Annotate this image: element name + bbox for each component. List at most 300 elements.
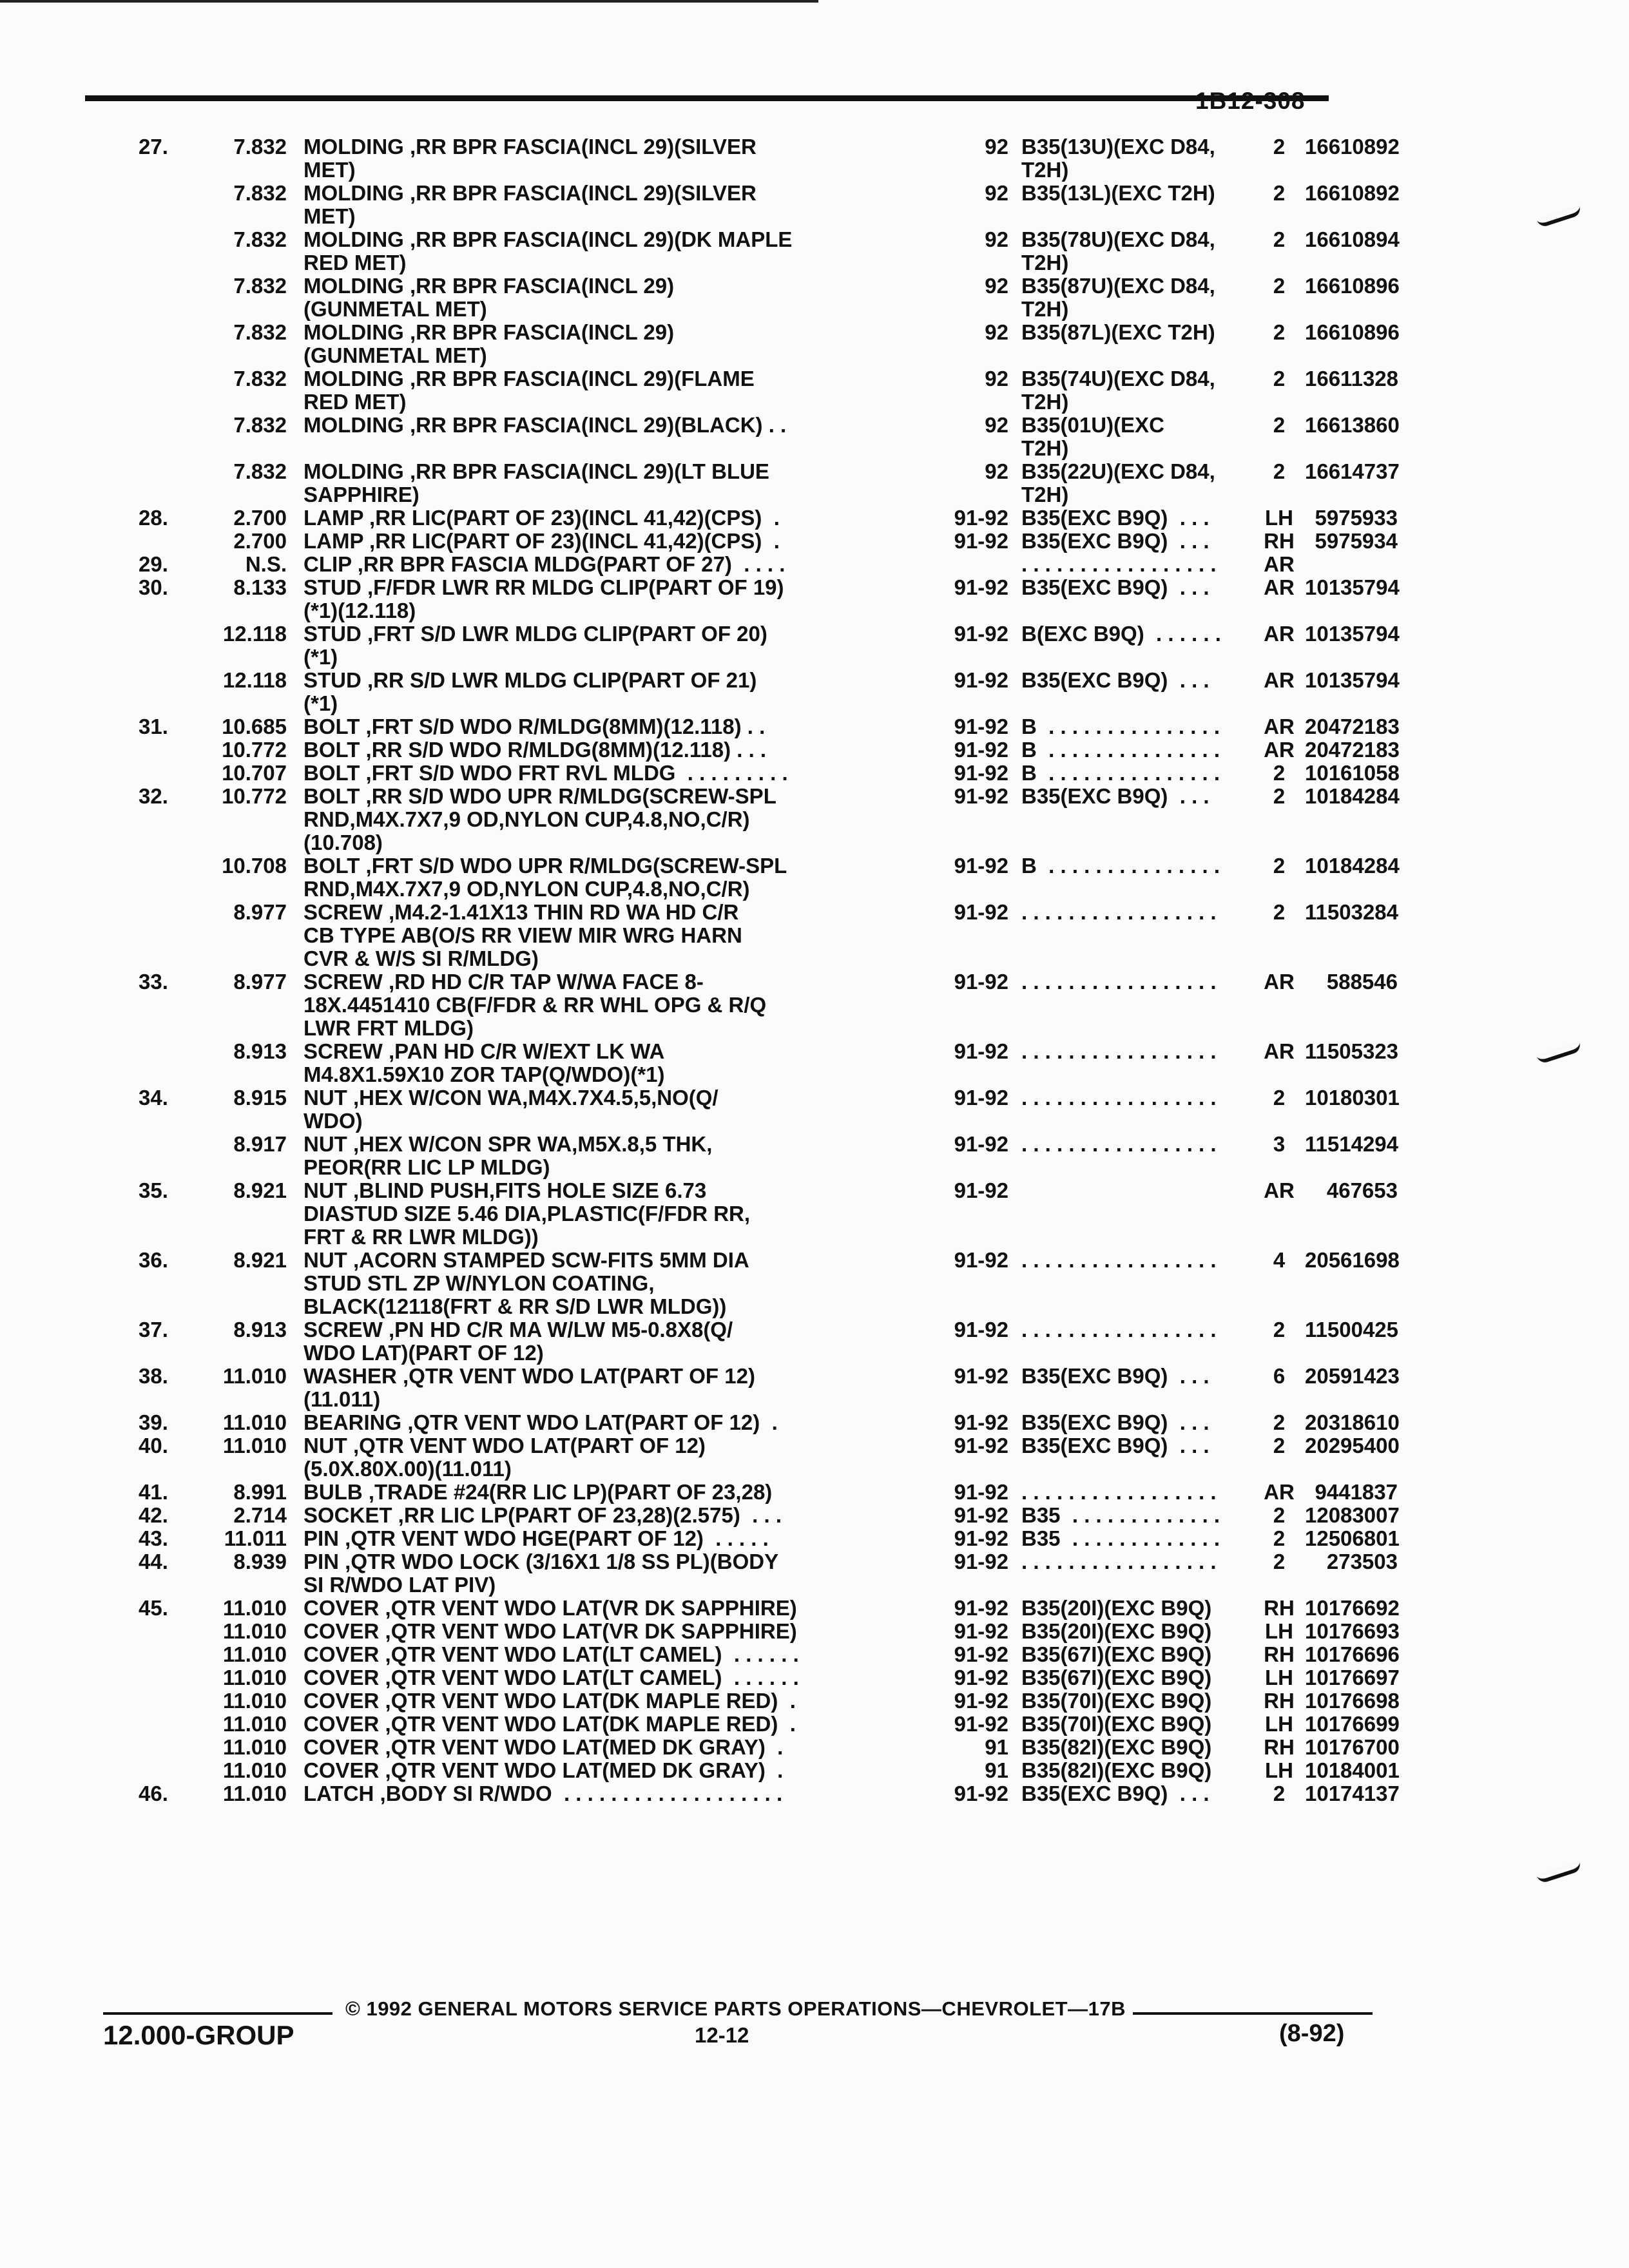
part-number: 20472183	[1305, 715, 1400, 738]
group-number: 7.832	[233, 228, 287, 251]
quantity: 2	[1273, 1527, 1286, 1550]
item-number: 36.	[139, 1249, 168, 1272]
description: MOLDING ,RR BPR FASCIA(INCL 29)(SILVER MET)	[304, 182, 757, 228]
model-usage: . . . . . . . . . . . . . . . . .	[1021, 1086, 1217, 1110]
quantity: 2	[1273, 1411, 1286, 1434]
quantity: 2	[1273, 762, 1286, 785]
group-number: 8.977	[233, 901, 287, 924]
model-years: 91-92	[954, 1550, 1008, 1573]
model-usage: B35(70I)(EXC B9Q)	[1021, 1713, 1212, 1736]
part-number: 11514294	[1305, 1133, 1399, 1156]
quantity: RH	[1264, 1689, 1295, 1713]
scan-mark	[1537, 206, 1583, 229]
item-number: 37.	[139, 1318, 168, 1341]
item-number	[113, 367, 171, 414]
part-number: 10176699	[1305, 1713, 1400, 1736]
quantity: AR	[1264, 1481, 1295, 1504]
description: MOLDING ,RR BPR FASCIA(INCL 29)(BLACK) . .	[304, 414, 787, 437]
group-number: 11.010	[222, 1713, 287, 1736]
group-number: 11.010	[222, 1434, 287, 1457]
model-years: 91-92	[954, 576, 1008, 599]
model-years: 91-92	[954, 1249, 1008, 1272]
description: COVER ,QTR VENT WDO LAT(VR DK SAPPHIRE)	[304, 1597, 797, 1620]
item-number: 38.	[139, 1365, 168, 1388]
table-row	[113, 414, 1402, 460]
model-usage: B35(13U)(EXC D84, T2H)	[1021, 135, 1215, 182]
model-usage: B35(87L)(EXC T2H)	[1021, 321, 1215, 344]
part-number: 467653	[1326, 1179, 1398, 1202]
quantity: LH	[1265, 1759, 1293, 1782]
model-usage: B35(13L)(EXC T2H)	[1021, 182, 1215, 205]
table-row	[113, 622, 1402, 669]
item-number: 27.	[139, 135, 168, 159]
table-row	[113, 854, 1402, 901]
table-row	[113, 1643, 1402, 1666]
revision-date: (8-92)	[1279, 2020, 1345, 2047]
table-row	[113, 274, 1402, 321]
model-years: 92	[985, 321, 1008, 344]
model-usage: . . . . . . . . . . . . . . . . .	[1021, 970, 1217, 994]
item-number: 30.	[139, 576, 168, 599]
group-number: N.S.	[245, 553, 287, 576]
description: SCREW ,PAN HD C/R W/EXT LK WA M4.8X1.59X10 ZOR TAP(Q/WDO)(*1)	[304, 1040, 665, 1086]
quantity: 2	[1273, 460, 1286, 483]
table-row	[113, 367, 1402, 414]
table-row	[113, 506, 1402, 530]
model-usage: B35(78U)(EXC D84, T2H)	[1021, 228, 1215, 274]
description: NUT ,HEX W/CON WA,M4X.7X4.5,5,NO(Q/ WDO)	[304, 1086, 718, 1133]
description: COVER ,QTR VENT WDO LAT(MED DK GRAY) .	[304, 1736, 784, 1759]
item-number	[113, 1666, 171, 1689]
table-row	[113, 1666, 1402, 1689]
model-usage: . . . . . . . . . . . . . . . . .	[1021, 1249, 1217, 1272]
item-number	[113, 1713, 171, 1736]
item-number	[113, 1643, 171, 1666]
part-number: 16610892	[1305, 182, 1400, 205]
description: NUT ,BLIND PUSH,FITS HOLE SIZE 6.73 DIASTUD SIZE 5.46 DIA,PLASTIC(F/FDR RR, FRT & RR LWR MLDG))	[304, 1179, 751, 1249]
model-usage: B35(20I)(EXC B9Q)	[1021, 1597, 1212, 1620]
model-years: 91-92	[954, 1040, 1008, 1063]
table-row	[113, 228, 1402, 274]
footer-rule-right	[1133, 2012, 1373, 2015]
group-number: 11.010	[222, 1759, 287, 1782]
quantity: 2	[1273, 1550, 1286, 1573]
part-number: 20591423	[1305, 1365, 1400, 1388]
model-usage: B35(EXC B9Q) . . .	[1021, 1365, 1210, 1388]
group-number: 10.772	[222, 738, 287, 762]
group-number: 12.118	[222, 622, 287, 646]
part-number: 10176698	[1305, 1689, 1400, 1713]
part-number: 10135794	[1305, 622, 1400, 646]
item-number	[113, 530, 171, 553]
table-row	[113, 1504, 1402, 1527]
model-usage: B35(EXC B9Q) . . .	[1021, 506, 1210, 530]
model-years: 91-92	[954, 1179, 1008, 1202]
model-years: 91-92	[954, 1365, 1008, 1388]
table-row	[113, 669, 1402, 715]
item-number: 45.	[139, 1597, 168, 1620]
part-number: 20561698	[1305, 1249, 1400, 1272]
quantity: 2	[1273, 901, 1286, 924]
model-years: 92	[985, 460, 1008, 483]
description: COVER ,QTR VENT WDO LAT(LT CAMEL) . . . . . .	[304, 1643, 799, 1666]
table-row	[113, 1179, 1402, 1249]
quantity: AR	[1264, 1179, 1295, 1202]
group-number: 11.010	[222, 1666, 287, 1689]
group-number: 8.939	[233, 1550, 287, 1573]
model-years: 91-92	[954, 970, 1008, 994]
header-rule	[85, 95, 1329, 101]
model-usage: B35(82I)(EXC B9Q)	[1021, 1759, 1212, 1782]
copyright-notice: © 1992 GENERAL MOTORS SERVICE PARTS OPERATIONS—CHEVROLET—17B	[345, 1997, 1126, 2020]
table-row	[113, 182, 1402, 228]
item-number: 31.	[139, 715, 168, 738]
table-row	[113, 553, 1402, 576]
table-row	[113, 715, 1402, 738]
description: CLIP ,RR BPR FASCIA MLDG(PART OF 27) . . . .	[304, 553, 786, 576]
group-number: 8.913	[233, 1040, 287, 1063]
model-usage: B35(EXC B9Q) . . .	[1021, 785, 1210, 808]
group-number: 7.832	[233, 460, 287, 483]
table-row	[113, 1318, 1402, 1365]
group-number: 11.010	[222, 1782, 287, 1805]
quantity: 2	[1273, 367, 1286, 390]
quantity: LH	[1265, 506, 1293, 530]
quantity: 2	[1273, 228, 1286, 251]
part-number: 16610896	[1305, 321, 1400, 344]
table-row	[113, 738, 1402, 762]
model-usage: . . . . . . . . . . . . . . . . .	[1021, 1133, 1217, 1156]
table-row	[113, 762, 1402, 785]
quantity: RH	[1264, 530, 1295, 553]
part-number: 20295400	[1305, 1434, 1400, 1457]
model-usage: B35(22U)(EXC D84, T2H)	[1021, 460, 1215, 506]
part-number: 16610894	[1305, 228, 1400, 251]
parts-table-body	[113, 135, 1402, 1805]
group-number: 11.010	[222, 1689, 287, 1713]
model-usage: B35(EXC B9Q) . . .	[1021, 1411, 1210, 1434]
item-number: 41.	[139, 1481, 168, 1504]
description: PIN ,QTR VENT WDO HGE(PART OF 12) . . . . .	[304, 1527, 769, 1550]
quantity: 2	[1273, 785, 1286, 808]
part-number: 588546	[1326, 970, 1398, 994]
part-number: 10176693	[1305, 1620, 1400, 1643]
description: BOLT ,FRT S/D WDO R/MLDG(8MM)(12.118) . .	[304, 715, 766, 738]
item-number	[113, 460, 171, 506]
item-number: 34.	[139, 1086, 168, 1110]
item-number: 43.	[139, 1527, 168, 1550]
group-number: 8.917	[233, 1133, 287, 1156]
description: MOLDING ,RR BPR FASCIA(INCL 29) (GUNMETAL MET)	[304, 274, 675, 321]
model-years: 91-92	[954, 1086, 1008, 1110]
model-years: 92	[985, 274, 1008, 298]
quantity: AR	[1264, 553, 1295, 576]
item-number	[113, 228, 171, 274]
part-number: 273503	[1326, 1550, 1398, 1573]
model-years: 91-92	[954, 1666, 1008, 1689]
part-number: 5975933	[1315, 506, 1398, 530]
model-usage: B35(EXC B9Q) . . .	[1021, 1434, 1210, 1457]
part-number: 10176700	[1305, 1736, 1400, 1759]
description: COVER ,QTR VENT WDO LAT(LT CAMEL) . . . . . .	[304, 1666, 799, 1689]
part-number: 11503284	[1305, 901, 1399, 924]
table-row	[113, 135, 1402, 182]
group-number: 2.714	[233, 1504, 287, 1527]
part-number: 12083007	[1305, 1504, 1400, 1527]
part-number: 10174137	[1305, 1782, 1400, 1805]
part-number: 9441837	[1315, 1481, 1398, 1504]
model-usage: B35(01U)(EXC T2H)	[1021, 414, 1164, 460]
description: COVER ,QTR VENT WDO LAT(VR DK SAPPHIRE)	[304, 1620, 797, 1643]
model-usage: B35(67I)(EXC B9Q)	[1021, 1666, 1212, 1689]
table-row	[113, 1550, 1402, 1597]
model-years: 91-92	[954, 669, 1008, 692]
part-number: 10161058	[1305, 762, 1400, 785]
model-years: 91-92	[954, 1133, 1008, 1156]
part-number: 10135794	[1305, 669, 1400, 692]
group-number: 7.832	[233, 135, 287, 159]
description: NUT ,QTR VENT WDO LAT(PART OF 12) (5.0X.80X.00)(11.011)	[304, 1434, 706, 1481]
model-years: 91-92	[954, 530, 1008, 553]
table-row	[113, 1689, 1402, 1713]
model-years: 92	[985, 414, 1008, 437]
model-years: 91-92	[954, 1620, 1008, 1643]
item-number: 40.	[139, 1434, 168, 1457]
description: MOLDING ,RR BPR FASCIA(INCL 29) (GUNMETAL MET)	[304, 321, 675, 367]
model-usage: B35(87U)(EXC D84, T2H)	[1021, 274, 1215, 321]
model-years: 92	[985, 135, 1008, 159]
table-row	[113, 1434, 1402, 1481]
model-usage: . . . . . . . . . . . . . . . . .	[1021, 553, 1217, 576]
group-number: 7.832	[233, 321, 287, 344]
part-number: 10176692	[1305, 1597, 1400, 1620]
table-row	[113, 1249, 1402, 1318]
item-number: 32.	[139, 785, 168, 808]
table-row	[113, 1411, 1402, 1434]
description: MOLDING ,RR BPR FASCIA(INCL 29)(LT BLUE SAPPHIRE)	[304, 460, 769, 506]
group-number: 8.913	[233, 1318, 287, 1341]
item-number	[113, 762, 171, 785]
group-number: 11.010	[222, 1411, 287, 1434]
part-number: 10135794	[1305, 576, 1400, 599]
table-row	[113, 785, 1402, 854]
table-row	[113, 901, 1402, 970]
description: BOLT ,FRT S/D WDO UPR R/MLDG(SCREW-SPL RND,M4X.7X7,9 OD,NYLON CUP,4.8,NO,C/R)	[304, 854, 787, 901]
model-years: 91-92	[954, 506, 1008, 530]
page-number: 12-12	[695, 2023, 749, 2047]
group-number: 8.977	[233, 970, 287, 994]
part-number: 20472183	[1305, 738, 1400, 762]
table-row	[113, 1133, 1402, 1179]
description: BOLT ,RR S/D WDO R/MLDG(8MM)(12.118) . . .	[304, 738, 767, 762]
page-code: 1B12-308	[1195, 88, 1306, 114]
quantity: 2	[1273, 854, 1286, 878]
group-number: 10.685	[222, 715, 287, 738]
model-years: 91-92	[954, 715, 1008, 738]
model-usage: B35(67I)(EXC B9Q)	[1021, 1643, 1212, 1666]
quantity: 4	[1273, 1249, 1286, 1272]
quantity: 2	[1273, 414, 1286, 437]
group-number: 2.700	[233, 530, 287, 553]
model-usage: B35(74U)(EXC D84, T2H)	[1021, 367, 1215, 414]
model-usage: . . . . . . . . . . . . . . . . .	[1021, 1318, 1217, 1341]
part-number: 20318610	[1305, 1411, 1400, 1434]
table-row	[113, 1713, 1402, 1736]
model-years: 91-92	[954, 738, 1008, 762]
item-number	[113, 901, 171, 970]
model-years: 91-92	[954, 622, 1008, 646]
model-usage: B . . . . . . . . . . . . . . .	[1021, 715, 1220, 738]
model-usage: B35(EXC B9Q) . . .	[1021, 1782, 1210, 1805]
description: NUT ,HEX W/CON SPR WA,M5X.8,5 THK, PEOR(RR LIC LP MLDG)	[304, 1133, 713, 1179]
part-number	[1305, 553, 1402, 576]
description: SCREW ,M4.2-1.41X13 THIN RD WA HD C/R CB TYPE AB(O/S RR VIEW MIR WRG HARN CVR & W/S SI R/MLDG)	[304, 901, 742, 970]
part-number: 10176697	[1305, 1666, 1400, 1689]
model-usage: . . . . . . . . . . . . . . . . .	[1021, 1481, 1217, 1504]
table-row	[113, 1481, 1402, 1504]
description: NUT ,ACORN STAMPED SCW-FITS 5MM DIA STUD STL ZP W/NYLON COATING, BLACK(12118(FRT & RR S/D LWR MLDG))	[304, 1249, 749, 1318]
quantity: 3	[1273, 1133, 1286, 1156]
item-number	[113, 1620, 171, 1643]
description: COVER ,QTR VENT WDO LAT(MED DK GRAY) .	[304, 1759, 784, 1782]
quantity: LH	[1265, 1666, 1293, 1689]
model-years: 91	[985, 1759, 1008, 1782]
part-number: 10180301	[1305, 1086, 1400, 1110]
model-usage: B35(EXC B9Q) . . .	[1021, 669, 1210, 692]
model-years: 91	[985, 1736, 1008, 1759]
group-number: 7.832	[233, 182, 287, 205]
group-number: 8.915	[233, 1086, 287, 1110]
group-number: 10.772	[222, 785, 287, 808]
item-number: 44.	[139, 1550, 168, 1573]
model-years: 91-92	[954, 1318, 1008, 1341]
quantity: AR	[1264, 715, 1295, 738]
quantity: AR	[1264, 970, 1295, 994]
item-number	[113, 669, 171, 715]
description: COVER ,QTR VENT WDO LAT(DK MAPLE RED) .	[304, 1689, 796, 1713]
model-years: 91-92	[954, 901, 1008, 924]
table-row	[113, 1086, 1402, 1133]
model-usage: B(EXC B9Q) . . . . . .	[1021, 622, 1221, 646]
group-number: 11.010	[222, 1365, 287, 1388]
description: LAMP ,RR LIC(PART OF 23)(INCL 41,42)(CPS) .	[304, 530, 780, 553]
item-number	[113, 414, 171, 460]
part-number: 10184284	[1305, 854, 1400, 878]
model-usage: B . . . . . . . . . . . . . . .	[1021, 762, 1220, 785]
description: BOLT ,FRT S/D WDO FRT RVL MLDG . . . . . . . . .	[304, 762, 788, 785]
quantity: 2	[1273, 182, 1286, 205]
model-usage: B35 . . . . . . . . . . . . .	[1021, 1527, 1220, 1550]
model-years: 91-92	[954, 1481, 1008, 1504]
group-number: 11.010	[222, 1736, 287, 1759]
item-number	[113, 1759, 171, 1782]
group-number: 8.991	[233, 1481, 287, 1504]
description: SOCKET ,RR LIC LP(PART OF 23,28)(2.575) . . .	[304, 1504, 782, 1527]
model-usage: B35(20I)(EXC B9Q)	[1021, 1620, 1212, 1643]
table-row	[113, 970, 1402, 1040]
model-years: 91-92	[954, 1643, 1008, 1666]
description: MOLDING ,RR BPR FASCIA(INCL 29)(DK MAPLE RED MET)	[304, 228, 793, 274]
item-number: 46.	[139, 1782, 168, 1805]
quantity: 2	[1273, 1318, 1286, 1341]
group-number: 11.011	[224, 1527, 287, 1550]
model-years: 91-92	[954, 1713, 1008, 1736]
group-label: 12.000-GROUP	[103, 2020, 294, 2050]
model-usage: B . . . . . . . . . . . . . . .	[1021, 738, 1220, 762]
group-number: 11.010	[222, 1597, 287, 1620]
model-years: 91-92	[954, 1527, 1008, 1550]
table-row	[113, 1597, 1402, 1620]
parts-table	[113, 135, 1402, 1805]
description: PIN ,QTR WDO LOCK (3/16X1 1/8 SS PL)(BODY SI R/WDO LAT PIV)	[304, 1550, 779, 1597]
group-number: 11.010	[222, 1643, 287, 1666]
table-row	[113, 1736, 1402, 1759]
item-number: 29.	[139, 553, 168, 576]
quantity: LH	[1265, 1713, 1293, 1736]
table-row	[113, 576, 1402, 622]
table-row	[113, 321, 1402, 367]
item-number	[113, 1689, 171, 1713]
group-number: 7.832	[233, 274, 287, 298]
part-number: 12506801	[1305, 1527, 1400, 1550]
part-number: 11505323	[1305, 1040, 1399, 1063]
quantity: 2	[1273, 135, 1286, 159]
item-number: 35.	[139, 1179, 168, 1202]
description: LATCH ,BODY SI R/WDO . . . . . . . . . . . . . . . . . . .	[304, 1782, 783, 1805]
part-number: 10184284	[1305, 785, 1400, 808]
quantity: AR	[1264, 622, 1295, 646]
group-number: 8.921	[233, 1249, 287, 1272]
model-years	[867, 553, 1015, 576]
item-number	[113, 854, 171, 901]
table-row	[113, 1040, 1402, 1086]
group-number: 7.832	[233, 414, 287, 437]
quantity: 2	[1273, 1782, 1286, 1805]
item-number	[113, 1736, 171, 1759]
part-number: 16610896	[1305, 274, 1400, 298]
group-number: 12.118	[222, 669, 287, 692]
model-years: 91-92	[954, 785, 1008, 808]
quantity: LH	[1265, 1620, 1293, 1643]
group-number: 10.708	[222, 854, 287, 878]
part-number: 16614737	[1305, 460, 1400, 483]
model-usage: B35 . . . . . . . . . . . . .	[1021, 1504, 1220, 1527]
description: SCREW ,PN HD C/R MA W/LW M5-0.8X8(Q/ WDO LAT)(PART OF 12)	[304, 1318, 733, 1365]
model-years: 92	[985, 228, 1008, 251]
description: STUD ,F/FDR LWR RR MLDG CLIP(PART OF 19) (*1)(12.118)	[304, 576, 784, 622]
description: BOLT ,RR S/D WDO UPR R/MLDG(SCREW-SPL RND,M4X.7X7,9 OD,NYLON CUP,4.8,NO,C/R) (10.708)	[304, 785, 776, 854]
table-row	[113, 1365, 1402, 1411]
item-number	[113, 1040, 171, 1086]
description: BULB ,TRADE #24(RR LIC LP)(PART OF 23,28)	[304, 1481, 773, 1504]
item-number	[113, 1133, 171, 1179]
part-number: 10176696	[1305, 1643, 1400, 1666]
description: BEARING ,QTR VENT WDO LAT(PART OF 12) .	[304, 1411, 778, 1434]
item-number	[113, 182, 171, 228]
part-number: 5975934	[1315, 530, 1398, 553]
description: STUD ,RR S/D LWR MLDG CLIP(PART OF 21) (*1)	[304, 669, 757, 715]
item-number: 33.	[139, 970, 168, 994]
description: SCREW ,RD HD C/R TAP W/WA FACE 8- 18X.4451410 CB(F/FDR & RR WHL OPG & R/Q LWR FRT MLDG)	[304, 970, 767, 1040]
description: WASHER ,QTR VENT WDO LAT(PART OF 12) (11.011)	[304, 1365, 755, 1411]
model-usage: B35(70I)(EXC B9Q)	[1021, 1689, 1212, 1713]
description: MOLDING ,RR BPR FASCIA(INCL 29)(FLAME RED MET)	[304, 367, 755, 414]
table-row	[113, 460, 1402, 506]
description: COVER ,QTR VENT WDO LAT(DK MAPLE RED) .	[304, 1713, 796, 1736]
scan-mark	[1537, 1862, 1583, 1885]
model-years: 92	[985, 182, 1008, 205]
quantity: 2	[1273, 274, 1286, 298]
